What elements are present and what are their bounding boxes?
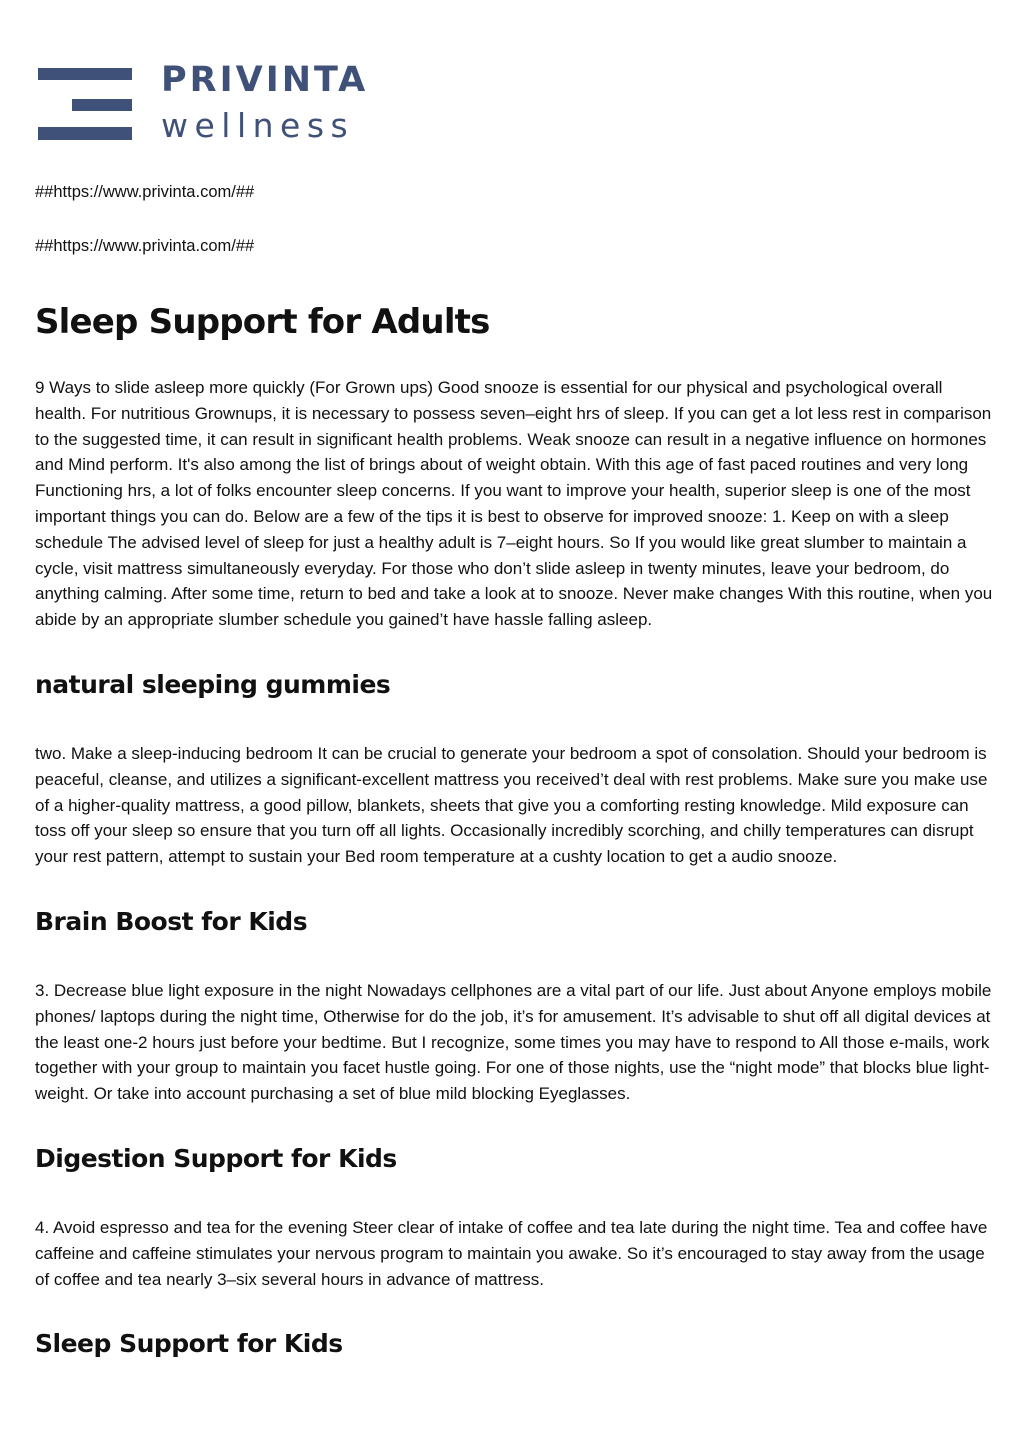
logo-bar-top [38,68,132,80]
source-url-text: ##https://www.privinta.com/## [35,237,255,255]
logo-brand-name: PRIVINTA [161,60,369,100]
source-url-text: ##https://www.privinta.com/## [35,183,255,201]
section-heading-natural-sleeping-gummies: natural sleeping gummies [35,669,391,699]
section-paragraph: 3. Decrease blue light exposure in the night Nowadays cellphones are a vital part of our life. Just about Anyone employs mobile phones/ laptops during the night time, Otherwise for do the job, it’s for amusement. It’s advisable to shut off all digital devices at the least one-2 hours just before your bedtime. But I recognize, some times you may have to respond to All those e-mails, work together with your group to maintain you facet hustle going. For one of those nights, use the “night mode” that blocks blue light-weight. Or take into account purchasing a set of blue mild blocking Eyeglasses. [35,980,992,1104]
logo-brand-tagline: wellness [161,106,355,145]
article-content [35,296,993,1362]
section-paragraph: two. Make a sleep-inducing bedroom It can be crucial to generate your bedroom a spot of consolation. Should your bedroom is peaceful, cleanse, and utilizes a significant-excellent mattress you received’t deal with rest problems. Make sure you make use of a higher-quality mattress, a good pillow, blankets, sheets that give you a comforting resting knowledge. Mild exposure can toss off your sleep so ensure that you turn off all lights. Occasionally incredibly scorching, and chilly temperatures can disrupt your rest pattern, attempt to sustain your Bed room temperature at a cushty location to get a audio snooze. [35,743,988,867]
intro-paragraph: 9 Ways to slide asleep more quickly (For Grown ups) Good snooze is essential for our physical and psychological overall health. For nutritious Grownups, it is necessary to possess seven–eight hrs of sleep. If you can get a lot less rest in comparison to the suggested time, it can result in significant health problems. Weak snooze can result in a negative influence on hormones and Mind perform. It's also among the list of brings about of weight obtain. With this age of fast paced routines and very long Functioning hrs, a lot of folks encounter sleep concerns. If you want to improve your health, superior sleep is one of the most important things you can do. Below are a few of the tips it is best to observe for improved snooze: 1. Keep on with a sleep schedule The advised level of sleep for just a healthy adult is 7–eight hours. So If you would like great slumber to maintain a cycle, visit mattress simultaneously everyday. For those who don’t slide asleep in twenty minutes, leave your bedroom, do anything calming. After some time, return to bed and take a look at to snooze. Never make changes With this routine, when you abide by an appropriate slumber schedule you gained’t have hassle falling asleep. [35,378,993,630]
privinta-wellness-logo [38,60,388,150]
section-paragraph: 4. Avoid espresso and tea for the evening Steer clear of intake of coffee and tea late during the night time. Tea and coffee have caffeine and caffeine stimulates your nervous program to maintain you awake. So it’s encouraged to stay away from the usage of coffee and tea nearly 3–six several hours in advance of mattress. [35,1217,988,1289]
page-title: Sleep Support for Adults [35,302,490,342]
section-heading-brain-boost-for-kids: Brain Boost for Kids [35,906,308,936]
section-heading-digestion-support-for-kids: Digestion Support for Kids [35,1143,397,1173]
section-heading-sleep-support-for-kids: Sleep Support for Kids [35,1329,343,1359]
logo-bar-middle [72,99,132,111]
logo-bar-bottom [38,127,132,140]
